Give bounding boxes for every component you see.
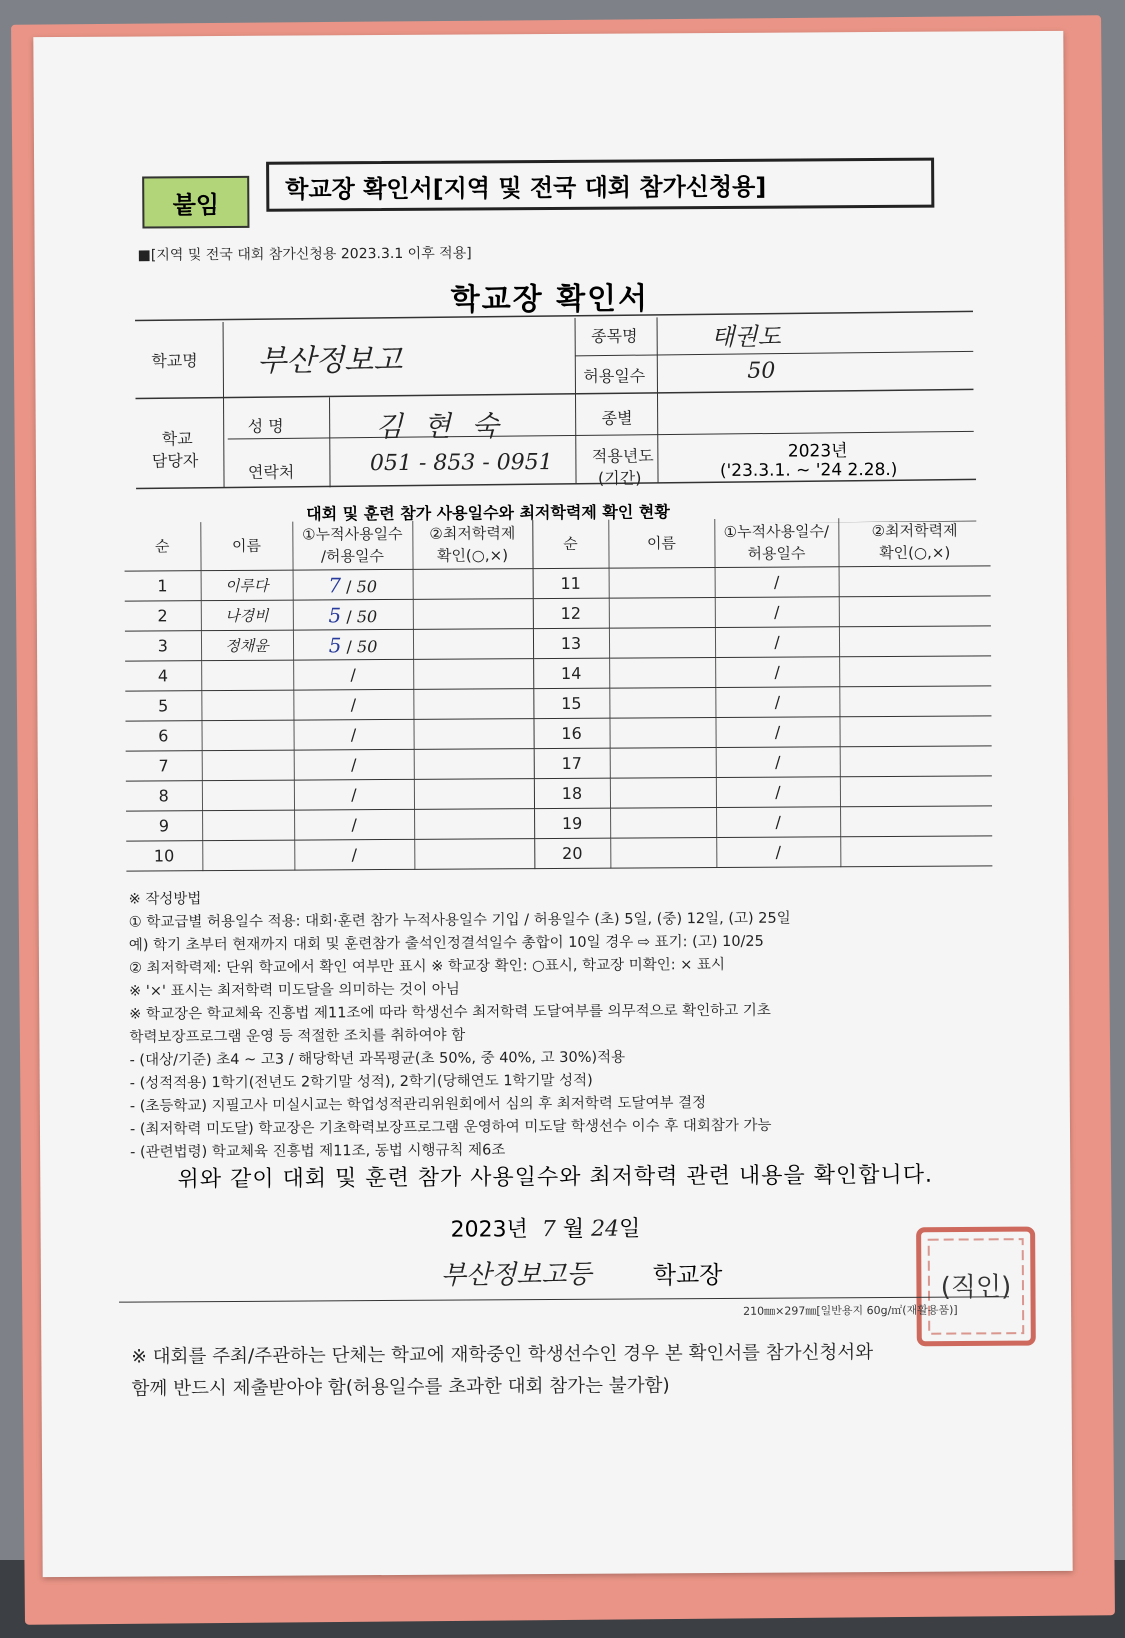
col-min-left: ②최저학력제 확인(○,×) [412,520,532,569]
min-check-cell [413,599,533,630]
student-name [201,660,293,691]
row-no: 20 [534,838,610,868]
student-name [609,688,715,719]
row-no: 11 [533,568,609,598]
student-name [202,840,294,871]
student-name [201,690,293,721]
footer-line: 함께 반드시 제출받아야 함(허용일수를 초과한 대회 참가는 불가함) [131,1375,670,1400]
row-no: 1 [125,571,201,601]
min-check-cell [840,806,992,837]
days-cell: / [715,567,839,598]
min-check-cell [839,716,991,747]
days-cell: / [294,779,414,810]
days-cell: / [293,659,413,690]
min-check-cell [413,569,533,600]
min-check-cell [840,746,992,777]
allowed-days-label: 허용일수 [583,366,646,386]
row-no: 14 [533,658,609,688]
school-signature: 부산정보고등 [440,1259,592,1291]
row-no: 7 [126,751,202,781]
col-no-left: 순 [124,522,200,571]
days-cell: / [715,687,839,718]
row-no: 18 [534,778,610,808]
principal-label: 학교장 [652,1260,723,1290]
writing-instructions [129,883,1011,1164]
manager-label-1: 학교 [161,429,193,449]
note-line: - (대상/기준) 초4 ~ 고3 / 해당학년 과목평균(초 50%, 중 40%, 고 30%)적용 [129,1049,626,1069]
sport-label: 종목명 [591,326,638,346]
row-no: 16 [533,718,609,748]
row-no: 5 [125,691,201,721]
min-check-cell [413,629,533,660]
student-name [610,838,716,869]
min-check-cell [839,656,991,687]
days-cell: / [294,749,414,780]
days-cell: / [716,837,840,868]
min-check-cell [839,626,991,657]
manager-label-2: 담당자 [151,451,199,471]
row-no: 3 [125,631,201,661]
days-cell: / [716,777,840,808]
days-cell: / [716,747,840,778]
student-name [609,628,715,659]
note-line: - (초등학교) 지필고사 미실시교는 학업성적관리위원회에서 심의 후 최저학력 도달여부 결정 [129,1095,707,1115]
paper-size-note: 210㎜×297㎜[일반용지 60g/㎡(재활용품)] [743,1303,958,1318]
note-line: 예) 학기 초부터 현재까지 대회 및 훈련참가 출석인정결석일수 총합이 10일 경우 ⇨ 표기: (고) 10/25 [128,933,764,954]
days-cell: / [716,807,840,838]
days-cell: / [715,717,839,748]
person-name-value: 김 현 숙 [375,409,505,444]
col-days-right: ①누적사용일수/ 허용일수 [714,518,838,567]
row-no: 8 [126,781,202,811]
student-name [610,778,716,809]
days-cell: / [294,809,414,840]
school-name-value: 부산정보고 [257,342,403,379]
participation-table [124,517,992,871]
document-page [33,31,1072,1577]
year-label-1: 적용년도 [591,446,654,466]
row-no: 9 [126,811,202,841]
student-name: 정채윤 [201,630,293,661]
min-check-cell [839,686,991,717]
min-check-cell [414,749,534,780]
row-no: 4 [125,661,201,691]
seal-text: (직인) [940,1272,1012,1303]
min-check-cell [413,659,533,690]
min-check-cell [839,596,991,627]
student-name [610,808,716,839]
row-no: 10 [126,841,202,871]
days-cell: / [293,689,413,720]
min-check-cell [413,719,533,750]
col-name-left: 이름 [200,522,292,571]
note-line: ※ '×' 표시는 최저학력 미도달을 의미하는 것이 아님 [129,981,460,1000]
school-name-label: 학교명 [151,351,198,371]
days-cell: / [715,657,839,688]
document-title: 학교장 확인서 [450,281,650,318]
days-cell: 5 / 50 [293,629,413,660]
student-name: 나경비 [201,600,293,631]
row-no: 12 [533,598,609,628]
seal-icon [911,1221,1042,1352]
row-no: 15 [533,688,609,718]
days-cell: / [715,597,839,628]
col-days-left: ①누적사용일수 /허용일수 [292,521,412,570]
min-check-cell [414,809,534,840]
confirmation-statement: 위와 같이 대회 및 훈련 참가 사용일수와 최저학력 관련 내용을 확인합니다. [177,1162,934,1193]
days-cell: / [715,627,839,658]
note-line: - (최저학력 미도달) 학교장은 기초학력보장프로그램 운영하여 미도달 학생선수 이수 후 대회참가 가능 [129,1117,772,1138]
note-line: ※ 학교장은 학교체육 진흥법 제11조에 따라 학생선수 최저학력 도달여부를 의무적으로 확인하고 기초 [129,1002,771,1023]
sport-value: 태권도 [711,322,781,352]
col-name-right: 이름 [608,519,714,568]
person-name-label: 성 명 [247,416,284,436]
days-cell: 5 / 50 [293,599,413,630]
min-check-cell [839,566,991,597]
row-no: 13 [533,628,609,658]
note-line: 학력보장프로그램 운영 등 적절한 조치를 취하여야 함 [129,1027,466,1046]
student-name [609,718,715,749]
header-title: 학교장 확인서[지역 및 전국 대회 참가신청용] [266,158,934,212]
row-no: 2 [125,601,201,631]
row-no: 6 [125,721,201,751]
student-name [610,748,716,779]
signature-date: 2023년 7 월 24일 [450,1216,641,1243]
note-line: ② 최저학력제: 단위 학교에서 확인 여부만 표시 ※ 학교장 확인: ○표시, 학교장 미확인: × 표시 [128,956,726,977]
col-no-right: 순 [532,520,608,569]
contact-value: 051 - 853 - 0951 [369,449,553,477]
gender-label: 종별 [601,408,633,428]
student-name [609,658,715,689]
attachment-badge: 붙임 [142,176,249,229]
row-no: 17 [534,748,610,778]
days-cell: / [294,839,414,870]
note-line: ※ 작성방법 [128,891,202,908]
footer-line: ※ 대회를 주최/주관하는 단체는 학교에 재학중인 학생선수인 경우 본 확인서를 참가신청서와 [131,1342,874,1368]
table-row [126,836,992,871]
contact-label: 연락처 [247,462,295,482]
student-name: 이루다 [201,570,293,601]
days-cell: / [293,719,413,750]
row-no: 19 [534,808,610,838]
section-title: 대회 및 훈련 참가 사용일수와 최저학력제 확인 현황 [306,502,670,524]
period-value: ('23.3.1. ~ '24 2.28.) [719,459,898,481]
applies-note: ■[지역 및 전국 대회 참가신청용 2023.3.1 이후 적용] [137,245,472,264]
student-name [201,720,293,751]
note-line: - (관련법령) 학교체육 진흥법 제11조, 동법 시행규칙 제6조 [130,1142,506,1161]
days-cell: 7 / 50 [293,569,413,600]
min-check-cell [840,836,992,867]
year-label-2: (기간) [597,468,642,488]
year-value: 2023년 [787,441,848,462]
min-check-cell [413,689,533,720]
student-name [202,780,294,811]
min-check-cell [840,776,992,807]
footer-note [131,1336,1031,1405]
student-name [202,750,294,781]
min-check-cell [414,779,534,810]
student-name [609,568,715,599]
student-name [609,598,715,629]
col-min-right: ②최저학력제 확인(○,×) [838,517,990,566]
allowed-days-value: 50 [747,358,776,384]
note-line: ① 학교급별 허용일수 적용: 대회·훈련 참가 누적사용일수 기입 / 허용일수 (초) 5일, (중) 12일, (고) 25일 [128,910,791,931]
min-check-cell [414,839,534,870]
note-line: - (성적적용) 1학기(전년도 2학기말 성적), 2학기(당해연도 1학기말 성적) [129,1072,593,1092]
student-name [202,810,294,841]
